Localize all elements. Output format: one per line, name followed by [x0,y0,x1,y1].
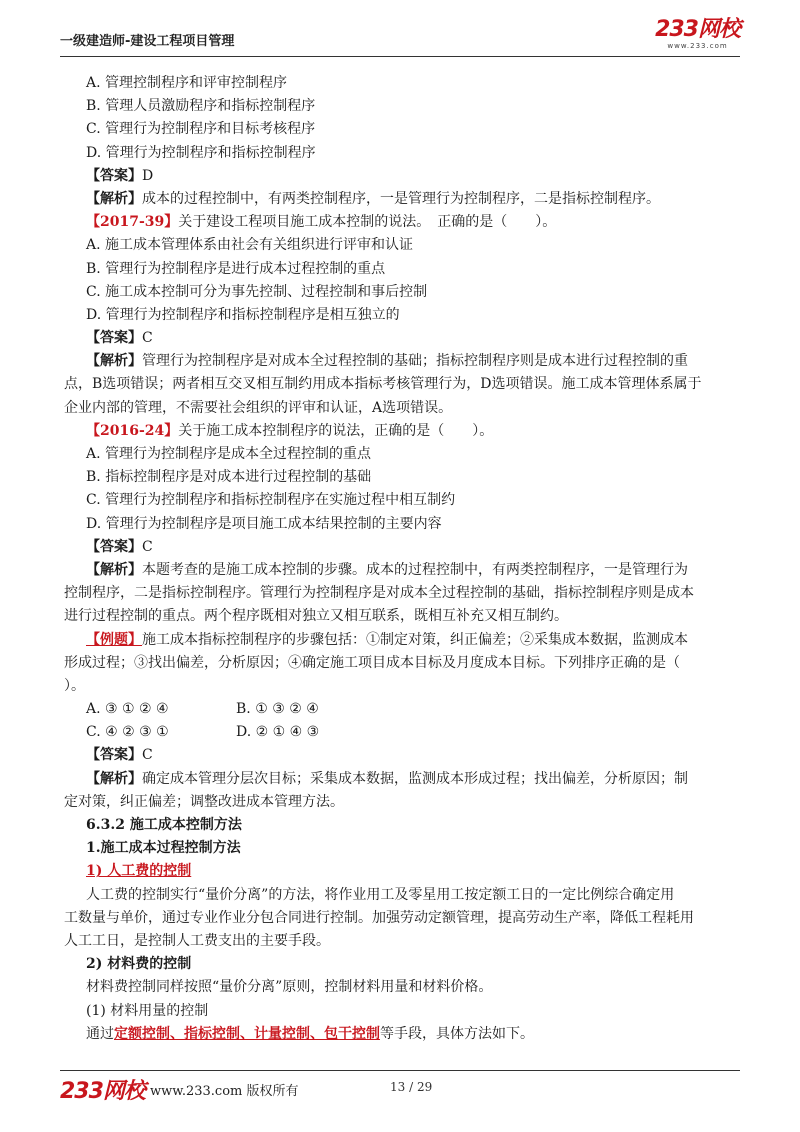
question-tag: 【2016-24】 [86,422,179,439]
analysis-label: 【解析】 [86,190,142,207]
option-d: D. ② ① ④ ③ [236,724,320,741]
analysis-text: 本题考查的是施工成本控制的步骤。成本的过程控制中，有两类控制程序，一是管理行为 [142,561,688,578]
answer-label: 【答案】 [86,747,142,764]
analysis-line [86,350,726,373]
brand-logo-url: www.233.com [667,42,728,50]
option-c: C. ④ ② ③ ① [86,724,169,741]
text-line: 控制程序，二是指标控制程序。管理行为控制程序是对成本全过程控制的基础，指标控制程序则是成本 [64,585,694,602]
question-tag: 【2017-39】 [86,214,179,231]
text-span: 等手段，具体方法如下。 [380,1025,534,1042]
question-line [86,629,726,652]
topic-heading-material: 2) 材料费的控制 [86,956,192,973]
question-text: 关于建设工程项目施工成本控制的说法。 正确的是（ ）。 [178,214,557,231]
answer-value: D [142,167,154,184]
footer-logo: 233网校 [60,1079,145,1104]
option-line: C. 施工成本控制可分为事先控制、过程控制和事后控制 [86,283,428,300]
page-content [64,72,726,1046]
answer-line [86,327,726,350]
header-divider [60,56,740,57]
option-line: A. 管理控制程序和评审控制程序 [86,75,288,91]
page-footer [60,1074,740,1104]
section-heading: 6.3.2 施工成本控制方法 [86,817,242,833]
option-line: A. 管理行为控制程序是成本全过程控制的重点 [86,446,372,462]
text-line: 企业内部的管理，不需要社会组织的评审和认证，A选项错误。 [64,399,453,416]
question-text: 施工成本指标控制程序的步骤包括：①制定对策，纠正偏差；②采集成本数据，监测成本 [142,631,688,648]
answer-value: C [142,538,153,555]
option-line: B. 指标控制程序是对成本进行过程控制的基础 [86,469,372,486]
analysis-label: 【解析】 [86,353,142,370]
document-title: 一级建造师-建设工程项目管理 [60,34,235,49]
example-tag: 【例题】 [86,631,142,648]
text-line: 定对策，纠正偏差；调整改进成本管理方法。 [64,793,344,810]
option-line: C. 管理行为控制程序和指标控制程序在实施过程中相互制约 [86,492,456,509]
analysis-label: 【解析】 [86,561,142,578]
answer-label: 【答案】 [86,167,142,184]
sub-topic-heading: (1) 材料用量的控制 [86,1002,209,1019]
analysis-line [86,559,726,582]
question-line [86,420,726,443]
text-line: 工数量与单价，通过专业作业分包合同进行控制。加强劳动定额管理，提高劳动生产率，降低工程耗用 [64,909,694,926]
analysis-text: 管理行为控制程序是对成本全过程控制的基础；指标控制程序则是成本进行过程控制的重 [142,353,688,370]
brand-logo [655,18,740,50]
text-line: 进行过程控制的重点。两个程序既相对独立又相互联系，既相互补充又相互制约。 [64,608,568,625]
paragraph-line: 材料费控制同样按照“量价分离”原则，控制材料用量和材料价格。 [86,979,493,996]
option-line: D. 管理行为控制程序和指标控制程序 [86,144,316,161]
analysis-text: 成本的过程控制中，有两类控制程序，一是管理行为控制程序，二是指标控制程序。 [142,190,660,207]
question-line [86,211,726,234]
answer-line [86,165,726,188]
option-line: D. 管理行为控制程序和指标控制程序是相互独立的 [86,306,400,323]
text-line: 形成过程；③找出偏差，分析原因；④确定施工项目成本目标及月度成本目标。下列排序正确的是（ [64,654,680,671]
text-line: ）。 [64,677,85,694]
paragraph-line [86,1023,726,1046]
analysis-line [86,188,726,211]
question-text: 关于施工成本控制程序的说法，正确的是（ ）。 [178,422,494,439]
answer-label: 【答案】 [86,330,142,347]
analysis-text: 确定成本管理分层次目标；采集成本数据，监测成本形成过程；找出偏差，分析原因；制 [142,770,688,787]
option-line: A. 施工成本管理体系由社会有关组织进行评审和认证 [86,237,414,254]
option-line: B. 管理人员激励程序和指标控制程序 [86,98,316,115]
text-line: 人工工日，是控制人工费支出的主要手段。 [64,932,330,949]
option-a: A. ③ ① ② ④ [86,701,169,718]
footer-copyright: www.233.com 版权所有 [150,1084,299,1099]
paragraph-line: 人工费的控制实行“量价分离”的方法，将作业用工及零星用工按定额工日的一定比例综合确定用 [86,886,675,903]
answer-value: C [142,747,153,764]
analysis-label: 【解析】 [86,770,142,787]
answer-label: 【答案】 [86,538,142,555]
brand-logo-text: 233网校 [655,17,740,42]
answer-line [86,744,726,767]
subsection-heading: 1.施工成本过程控制方法 [86,840,241,857]
option-line: C. 管理行为控制程序和目标考核程序 [86,121,316,138]
option-line: D. 管理行为控制程序是项目施工成本结果控制的主要内容 [86,515,442,532]
text-span: 通过 [86,1025,114,1042]
text-line: 点，B选项错误；两者相互交叉相互制约用成本指标考核管理行为，D选项错误。施工成本管理体系属于 [64,376,702,393]
highlighted-methods: 定额控制、指标控制、计量控制、包干控制 [114,1025,380,1042]
analysis-line [86,768,726,791]
option-b: B. ① ③ ② ④ [236,701,319,718]
page-number: 13 / 29 [390,1080,433,1094]
topic-heading-labor: 1) 人工费的控制 [86,863,192,880]
option-row [86,721,726,744]
option-line: B. 管理行为控制程序是进行成本过程控制的重点 [86,260,386,277]
option-row [86,698,726,721]
page-header [60,18,740,54]
answer-value: C [142,330,153,347]
answer-line [86,536,726,559]
footer-divider [60,1070,740,1071]
